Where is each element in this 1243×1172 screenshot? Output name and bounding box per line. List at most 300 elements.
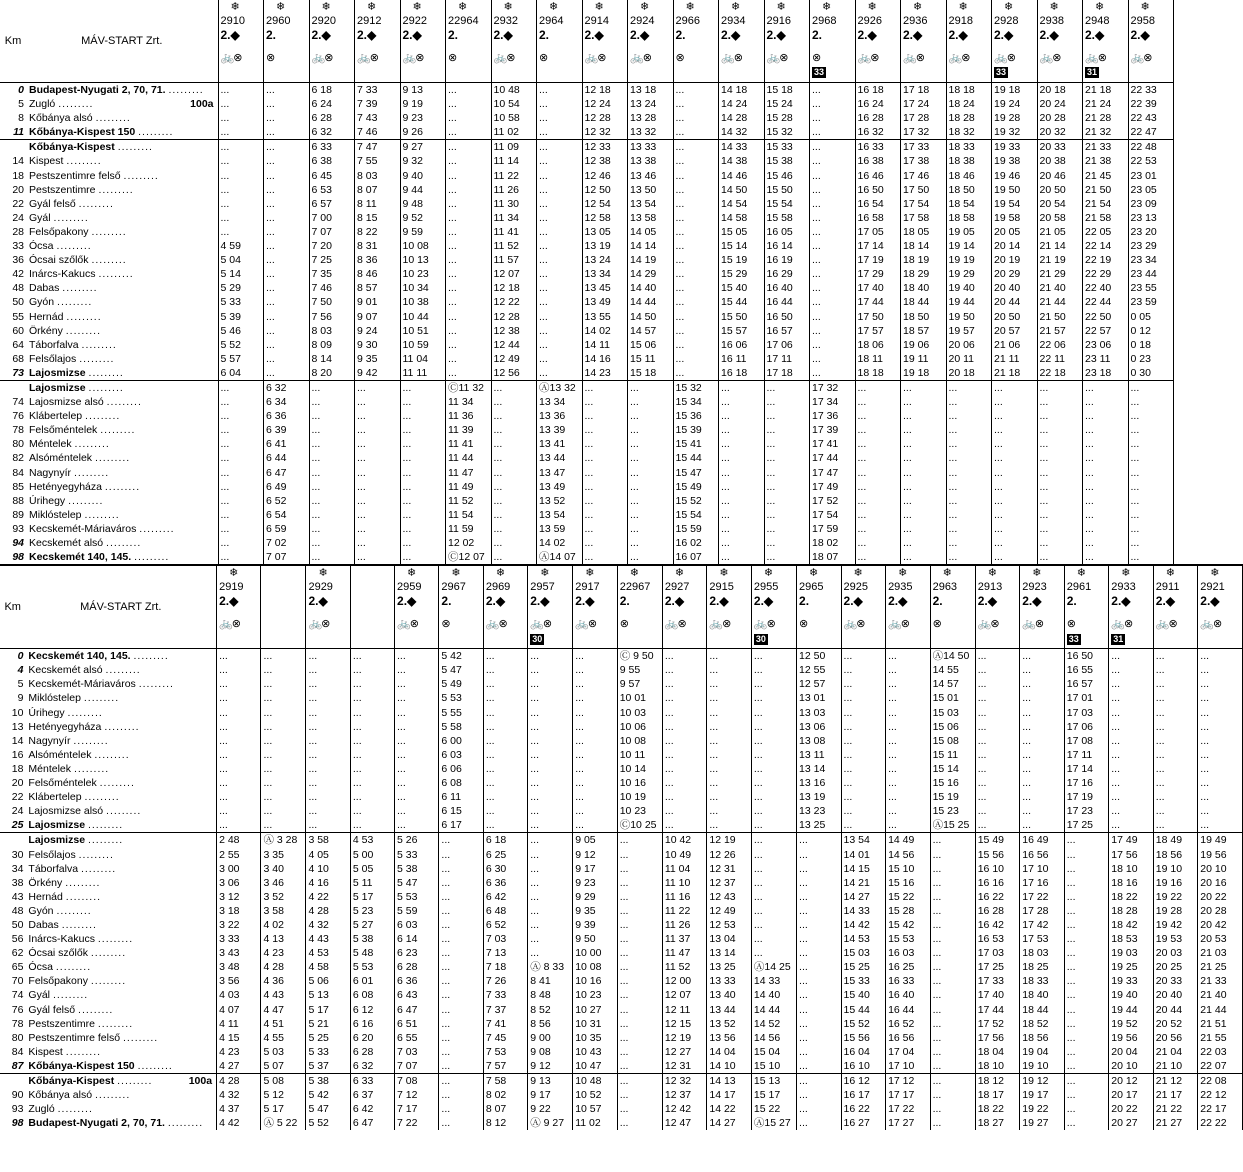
time-cell: 14 24 bbox=[719, 97, 765, 111]
footnote-badge: 33 bbox=[814, 67, 825, 78]
snowflake-icon: ❄ bbox=[640, 1, 650, 13]
time-cell: ... bbox=[537, 197, 583, 211]
station-name bbox=[25, 1031, 216, 1045]
time-cell: 6 14 bbox=[395, 932, 439, 946]
time-cell: Ⓒ11 32 bbox=[446, 380, 492, 395]
bike-wc-icon: 🚲⊗ bbox=[1039, 52, 1061, 65]
time-cell: 19 05 bbox=[946, 225, 992, 239]
km-value: 56 bbox=[11, 933, 24, 946]
time-cell: 19 52 bbox=[1109, 1017, 1154, 1031]
leader-dots: ......... bbox=[67, 706, 103, 719]
time-cell: ... bbox=[975, 706, 1020, 720]
time-cell: 13 19 bbox=[797, 790, 842, 804]
time-cell: 21 18 bbox=[992, 366, 1038, 381]
station-name bbox=[26, 437, 218, 451]
time-cell: 19 32 bbox=[992, 125, 1038, 140]
time-cell: 6 48 bbox=[483, 904, 527, 918]
leader-dots: ......... bbox=[58, 98, 94, 111]
time-cell: ... bbox=[491, 494, 537, 508]
time-cell: 13 11 bbox=[797, 748, 842, 762]
time-cell: 17 28 bbox=[1020, 904, 1065, 918]
time-cell: 18 28 bbox=[946, 111, 992, 125]
time-cell: 6 36 bbox=[264, 409, 310, 423]
time-cell: ... bbox=[662, 804, 707, 818]
time-cell: ... bbox=[1064, 1017, 1109, 1031]
time-cell: ... bbox=[218, 380, 264, 395]
train-number: 2955 bbox=[753, 581, 779, 594]
time-cell: ... bbox=[306, 649, 350, 664]
time-cell: 17 03 bbox=[1064, 706, 1109, 720]
time-cell: ... bbox=[439, 1088, 483, 1102]
snowflake-icon: ❄ bbox=[1076, 567, 1086, 580]
time-cell: 19 22 bbox=[1020, 1102, 1065, 1116]
bike-wc-icon: 🚲⊗ bbox=[709, 618, 731, 631]
time-cell: 23 29 bbox=[1128, 239, 1174, 253]
time-cell: 5 53 bbox=[395, 890, 439, 904]
train-column-header bbox=[992, 0, 1038, 83]
time-cell: 9 17 bbox=[573, 862, 618, 876]
time-cell: ... bbox=[439, 1074, 483, 1089]
time-cell: 22 43 bbox=[1128, 111, 1174, 125]
time-cell: ... bbox=[261, 677, 306, 691]
time-cell: ... bbox=[261, 776, 306, 790]
station-name bbox=[26, 125, 218, 140]
time-cell: 15 32 bbox=[764, 125, 810, 140]
time-cell: 11 22 bbox=[491, 169, 537, 183]
time-cell: 6 01 bbox=[350, 974, 394, 988]
time-cell: ... bbox=[306, 762, 350, 776]
bike-wc-icon: 🚲⊗ bbox=[948, 52, 970, 65]
time-cell: ... bbox=[439, 1003, 483, 1017]
time-cell: 15 29 bbox=[719, 267, 765, 281]
time-cell: ... bbox=[528, 748, 573, 762]
time-cell: ... bbox=[662, 649, 707, 664]
time-cell: 20 40 bbox=[992, 281, 1038, 295]
km-value: 13 bbox=[11, 720, 24, 733]
time-cell: 19 25 bbox=[1109, 960, 1154, 974]
time-cell: 17 50 bbox=[901, 183, 947, 197]
time-cell: ... bbox=[528, 862, 573, 876]
time-cell: ... bbox=[1083, 466, 1129, 480]
time-cell: ... bbox=[1128, 409, 1174, 423]
station-row bbox=[0, 211, 1174, 225]
time-cell: ... bbox=[306, 677, 350, 691]
train-number: 2920 bbox=[311, 15, 336, 28]
time-cell: 12 47 bbox=[662, 1116, 707, 1130]
time-cell: 5 06 bbox=[306, 974, 350, 988]
time-cell: 15 22 bbox=[886, 890, 931, 904]
time-cell: ... bbox=[810, 225, 856, 239]
time-cell: 6 52 bbox=[264, 494, 310, 508]
km-value: 48 bbox=[11, 904, 24, 917]
footnote-badge: 33 bbox=[996, 67, 1007, 78]
time-cell: 13 32 bbox=[628, 125, 674, 140]
time-cell: ... bbox=[946, 423, 992, 437]
time-cell: ... bbox=[975, 790, 1020, 804]
time-cell: 14 02 bbox=[582, 324, 628, 338]
time-cell: ... bbox=[439, 890, 483, 904]
bike-wc-icon: 🚲⊗ bbox=[357, 52, 378, 65]
time-cell: 3 58 bbox=[261, 904, 306, 918]
time-cell: 14 54 bbox=[719, 197, 765, 211]
footnote-badge: 30 bbox=[532, 633, 543, 644]
station-name bbox=[26, 267, 218, 281]
time-cell: ... bbox=[901, 480, 947, 494]
time-cell: ... bbox=[218, 125, 264, 140]
snowflake-icon: ❄ bbox=[867, 1, 877, 13]
station-label: Felsőméntelek bbox=[29, 424, 98, 437]
bike-wc-icon: 🚲⊗ bbox=[766, 52, 788, 65]
station-name bbox=[25, 818, 216, 833]
time-cell: 14 29 bbox=[628, 267, 674, 281]
time-cell: ... bbox=[439, 1102, 483, 1116]
time-cell: 18 40 bbox=[1020, 988, 1065, 1002]
time-cell: 9 59 bbox=[400, 225, 446, 239]
time-cell: 11 26 bbox=[662, 918, 707, 932]
time-cell: ... bbox=[992, 466, 1038, 480]
time-cell: 8 07 bbox=[483, 1102, 527, 1116]
time-cell: 17 19 bbox=[855, 253, 901, 267]
train-column-header bbox=[400, 0, 446, 83]
station-label: Hetényegyháza bbox=[28, 720, 102, 733]
time-cell: ... bbox=[439, 974, 483, 988]
time-cell: ... bbox=[1037, 409, 1083, 423]
time-cell: ... bbox=[707, 790, 752, 804]
time-cell: 19 49 bbox=[1198, 833, 1243, 848]
leader-dots: ......... bbox=[88, 366, 124, 379]
leader-dots: ......... bbox=[98, 268, 134, 281]
time-cell: ... bbox=[355, 508, 401, 522]
time-cell: 16 28 bbox=[975, 904, 1020, 918]
time-cell: ... bbox=[810, 97, 856, 111]
time-cell: 5 17 bbox=[306, 1003, 350, 1017]
time-cell: 16 57 bbox=[764, 324, 810, 338]
time-cell: 12 31 bbox=[707, 862, 752, 876]
time-cell: 4 16 bbox=[306, 876, 350, 890]
time-cell: ... bbox=[975, 649, 1020, 664]
bike-wc-icon: 🚲⊗ bbox=[397, 618, 418, 631]
time-cell: ... bbox=[400, 423, 446, 437]
time-cell: ... bbox=[1109, 649, 1154, 664]
time-cell: 22 48 bbox=[1128, 140, 1174, 155]
time-cell: ... bbox=[528, 804, 573, 818]
time-cell: ... bbox=[707, 691, 752, 705]
station-label: Kőbánya alsó bbox=[28, 1089, 93, 1102]
train-class: 2. bbox=[441, 594, 452, 609]
time-cell: ... bbox=[662, 677, 707, 691]
time-cell: ... bbox=[1064, 932, 1109, 946]
leader-dots: ......... bbox=[65, 1045, 102, 1058]
time-cell: ... bbox=[582, 395, 628, 409]
time-cell: ... bbox=[1064, 848, 1109, 862]
time-cell: 17 24 bbox=[901, 97, 947, 111]
time-cell: 10 00 bbox=[573, 946, 618, 960]
station-row bbox=[0, 720, 1243, 734]
time-cell: ... bbox=[617, 1116, 662, 1130]
time-cell: ... bbox=[901, 409, 947, 423]
time-cell: ... bbox=[930, 918, 975, 932]
station-row bbox=[0, 762, 1243, 776]
time-cell: 15 18 bbox=[764, 83, 810, 98]
station-row bbox=[0, 508, 1174, 522]
time-cell: ... bbox=[1037, 466, 1083, 480]
leader-dots: ......... bbox=[99, 777, 135, 790]
time-cell: ... bbox=[673, 295, 719, 309]
time-cell: 16 58 bbox=[855, 211, 901, 225]
time-cell: 16 03 bbox=[886, 946, 931, 960]
time-cell: 23 05 bbox=[1128, 183, 1174, 197]
time-cell: ... bbox=[841, 734, 886, 748]
time-cell: 12 27 bbox=[662, 1045, 707, 1059]
time-cell: ... bbox=[946, 508, 992, 522]
time-cell: 14 27 bbox=[841, 890, 886, 904]
time-cell: ... bbox=[886, 818, 931, 833]
time-cell: ... bbox=[1198, 677, 1243, 691]
time-cell: 10 16 bbox=[573, 974, 618, 988]
time-cell: ... bbox=[355, 380, 401, 395]
time-cell: 12 55 bbox=[797, 663, 842, 677]
time-cell: 16 05 bbox=[764, 225, 810, 239]
time-cell: ... bbox=[1128, 380, 1174, 395]
time-cell: 13 28 bbox=[628, 111, 674, 125]
time-cell: ... bbox=[1064, 960, 1109, 974]
time-cell: 23 59 bbox=[1128, 295, 1174, 309]
station-row bbox=[0, 466, 1174, 480]
time-cell: 18 19 bbox=[901, 253, 947, 267]
time-cell: 9 42 bbox=[355, 366, 401, 381]
station-row bbox=[0, 848, 1243, 862]
time-cell: 10 23 bbox=[573, 988, 618, 1002]
time-cell: ... bbox=[764, 423, 810, 437]
time-cell: ... bbox=[764, 437, 810, 451]
train-number: 2963 bbox=[932, 581, 958, 594]
time-cell: 15 40 bbox=[841, 988, 886, 1002]
time-cell: 17 04 bbox=[886, 1045, 931, 1059]
time-cell: ... bbox=[439, 1045, 483, 1059]
time-cell: ... bbox=[841, 691, 886, 705]
station-label: Ócsai szőlők bbox=[29, 254, 89, 267]
time-cell: ... bbox=[355, 437, 401, 451]
time-cell: ... bbox=[491, 380, 537, 395]
station-row bbox=[0, 183, 1174, 197]
time-cell: ... bbox=[446, 154, 492, 168]
snowflake-icon: ❄ bbox=[451, 567, 461, 580]
time-cell: 14 46 bbox=[719, 169, 765, 183]
time-cell: ... bbox=[946, 550, 992, 564]
time-cell: 22 14 bbox=[1083, 239, 1129, 253]
train-number: 2926 bbox=[857, 15, 882, 28]
time-cell: ... bbox=[582, 480, 628, 494]
time-cell: 20 33 bbox=[1153, 974, 1198, 988]
bike-wc-icon: 🚲⊗ bbox=[888, 618, 909, 631]
time-cell: ... bbox=[797, 974, 842, 988]
train-class: 2.◆ bbox=[977, 594, 997, 609]
station-label: Ócsa bbox=[29, 240, 54, 253]
time-cell: 13 41 bbox=[537, 437, 583, 451]
time-cell: 17 54 bbox=[901, 197, 947, 211]
time-cell: 12 11 bbox=[662, 1003, 707, 1017]
snowflake-icon: ❄ bbox=[763, 567, 774, 580]
time-cell: ... bbox=[855, 536, 901, 550]
time-cell: ... bbox=[218, 550, 264, 564]
time-cell: Ⓐ 8 33 bbox=[528, 960, 573, 974]
station-name bbox=[26, 466, 218, 480]
station-label: Gyál bbox=[28, 989, 51, 1002]
time-cell: ... bbox=[1198, 734, 1243, 748]
time-cell: 17 16 bbox=[1064, 776, 1109, 790]
time-cell: 6 15 bbox=[439, 804, 483, 818]
time-cell: 12 38 bbox=[582, 154, 628, 168]
time-cell: ... bbox=[217, 762, 261, 776]
snowflake-icon: ❄ bbox=[230, 1, 240, 13]
time-cell: ... bbox=[261, 762, 306, 776]
train-number: 2917 bbox=[575, 581, 600, 594]
time-cell: ... bbox=[617, 1003, 662, 1017]
time-cell: 7 56 bbox=[309, 310, 355, 324]
time-cell: 5 33 bbox=[218, 295, 264, 309]
train-number: 2967 bbox=[441, 581, 466, 594]
time-cell: ... bbox=[483, 790, 527, 804]
time-cell: 17 25 bbox=[975, 960, 1020, 974]
time-cell: ... bbox=[218, 409, 264, 423]
time-cell: 10 11 bbox=[617, 748, 662, 762]
time-cell: 7 47 bbox=[355, 140, 401, 155]
time-cell: 6 03 bbox=[395, 918, 439, 932]
train-column-header bbox=[264, 0, 310, 83]
time-cell: 22 53 bbox=[1128, 154, 1174, 168]
station-name bbox=[25, 677, 216, 691]
station-name bbox=[25, 1102, 216, 1116]
time-cell: ... bbox=[264, 97, 310, 111]
station-row bbox=[0, 946, 1243, 960]
station-row bbox=[0, 409, 1174, 423]
time-cell: 17 34 bbox=[810, 395, 856, 409]
time-cell: ... bbox=[582, 494, 628, 508]
time-cell: ... bbox=[537, 83, 583, 98]
time-cell: 17 58 bbox=[901, 211, 947, 225]
time-cell: 17 41 bbox=[810, 437, 856, 451]
station-name bbox=[26, 154, 218, 168]
time-cell: ... bbox=[483, 706, 527, 720]
time-cell: ... bbox=[261, 720, 306, 734]
time-cell: ... bbox=[573, 748, 618, 762]
time-cell: 21 25 bbox=[1198, 960, 1243, 974]
time-cell: 20 11 bbox=[946, 352, 992, 366]
bike-wc-icon: 🚲⊗ bbox=[1022, 618, 1044, 631]
time-cell: 5 04 bbox=[218, 253, 264, 267]
time-cell: ... bbox=[1153, 776, 1198, 790]
time-cell: 9 57 bbox=[617, 677, 662, 691]
time-cell: ... bbox=[810, 295, 856, 309]
time-cell: 8 03 bbox=[309, 324, 355, 338]
time-cell: ... bbox=[355, 395, 401, 409]
time-cell: 15 39 bbox=[673, 423, 719, 437]
train-number: 2932 bbox=[493, 15, 518, 28]
time-cell: 5 38 bbox=[350, 932, 394, 946]
time-cell: ... bbox=[1020, 663, 1065, 677]
time-cell: ... bbox=[617, 876, 662, 890]
time-cell: ... bbox=[673, 239, 719, 253]
time-cell: 12 38 bbox=[491, 324, 537, 338]
time-cell: 17 56 bbox=[975, 1031, 1020, 1045]
time-cell: 10 01 bbox=[617, 691, 662, 705]
time-cell: 17 40 bbox=[975, 988, 1020, 1002]
time-cell: ... bbox=[719, 480, 765, 494]
time-cell: 15 44 bbox=[673, 451, 719, 465]
station-name bbox=[25, 833, 216, 848]
bike-wc-icon: 🚲⊗ bbox=[493, 52, 515, 65]
time-cell: ... bbox=[528, 946, 573, 960]
time-cell: 13 52 bbox=[707, 1017, 752, 1031]
time-cell: 5 39 bbox=[218, 310, 264, 324]
time-cell: 10 44 bbox=[400, 310, 446, 324]
time-cell: ... bbox=[628, 550, 674, 564]
time-cell: 12 50 bbox=[797, 649, 842, 664]
station-name bbox=[26, 338, 218, 352]
time-cell: ... bbox=[719, 536, 765, 550]
time-cell: 12 44 bbox=[491, 338, 537, 352]
time-cell: 17 16 bbox=[1020, 876, 1065, 890]
time-cell: ... bbox=[1083, 395, 1129, 409]
station-label: Lajosmizse alsó bbox=[29, 396, 104, 409]
timetable-section-1 bbox=[0, 0, 1174, 564]
time-cell: ... bbox=[1109, 818, 1154, 833]
train-class: 2.◆ bbox=[753, 594, 774, 609]
time-cell: ... bbox=[395, 818, 439, 833]
bike-wc-icon: 🚲⊗ bbox=[857, 52, 879, 65]
time-cell: 4 15 bbox=[217, 1031, 261, 1045]
time-cell: ... bbox=[764, 451, 810, 465]
time-cell: 13 45 bbox=[582, 281, 628, 295]
train-class: 2.◆ bbox=[721, 28, 741, 43]
time-cell: 15 03 bbox=[841, 946, 886, 960]
time-cell: 4 37 bbox=[217, 1102, 261, 1116]
time-cell: 11 47 bbox=[662, 946, 707, 960]
time-cell: 16 19 bbox=[764, 253, 810, 267]
time-cell: 19 18 bbox=[992, 83, 1038, 98]
time-cell: ... bbox=[483, 677, 527, 691]
time-cell: ... bbox=[491, 508, 537, 522]
time-cell: 15 08 bbox=[930, 734, 975, 748]
time-cell: 18 24 bbox=[946, 97, 992, 111]
time-cell: 6 33 bbox=[309, 140, 355, 155]
time-cell: 15 23 bbox=[930, 804, 975, 818]
time-cell: ... bbox=[673, 154, 719, 168]
time-cell: 15 14 bbox=[930, 762, 975, 776]
time-cell: ... bbox=[751, 720, 796, 734]
time-cell: ... bbox=[1198, 804, 1243, 818]
time-cell: ... bbox=[662, 776, 707, 790]
time-cell: 6 08 bbox=[439, 776, 483, 790]
time-cell: ... bbox=[528, 734, 573, 748]
station-row bbox=[0, 876, 1243, 890]
time-cell: ... bbox=[810, 253, 856, 267]
time-cell: ... bbox=[707, 776, 752, 790]
time-cell: ... bbox=[673, 169, 719, 183]
time-cell: 5 13 bbox=[306, 988, 350, 1002]
time-cell: 17 11 bbox=[1064, 748, 1109, 762]
train-number: 2914 bbox=[584, 15, 609, 28]
time-cell: 8 15 bbox=[355, 211, 401, 225]
bike-wc-icon: 🚲⊗ bbox=[575, 618, 597, 631]
train-class: 2.◆ bbox=[994, 28, 1014, 43]
time-cell: 11 04 bbox=[662, 862, 707, 876]
time-cell: ... bbox=[355, 409, 401, 423]
time-cell: ... bbox=[992, 409, 1038, 423]
time-cell: 11 30 bbox=[491, 197, 537, 211]
time-cell: 6 54 bbox=[264, 508, 310, 522]
time-cell: ... bbox=[992, 423, 1038, 437]
